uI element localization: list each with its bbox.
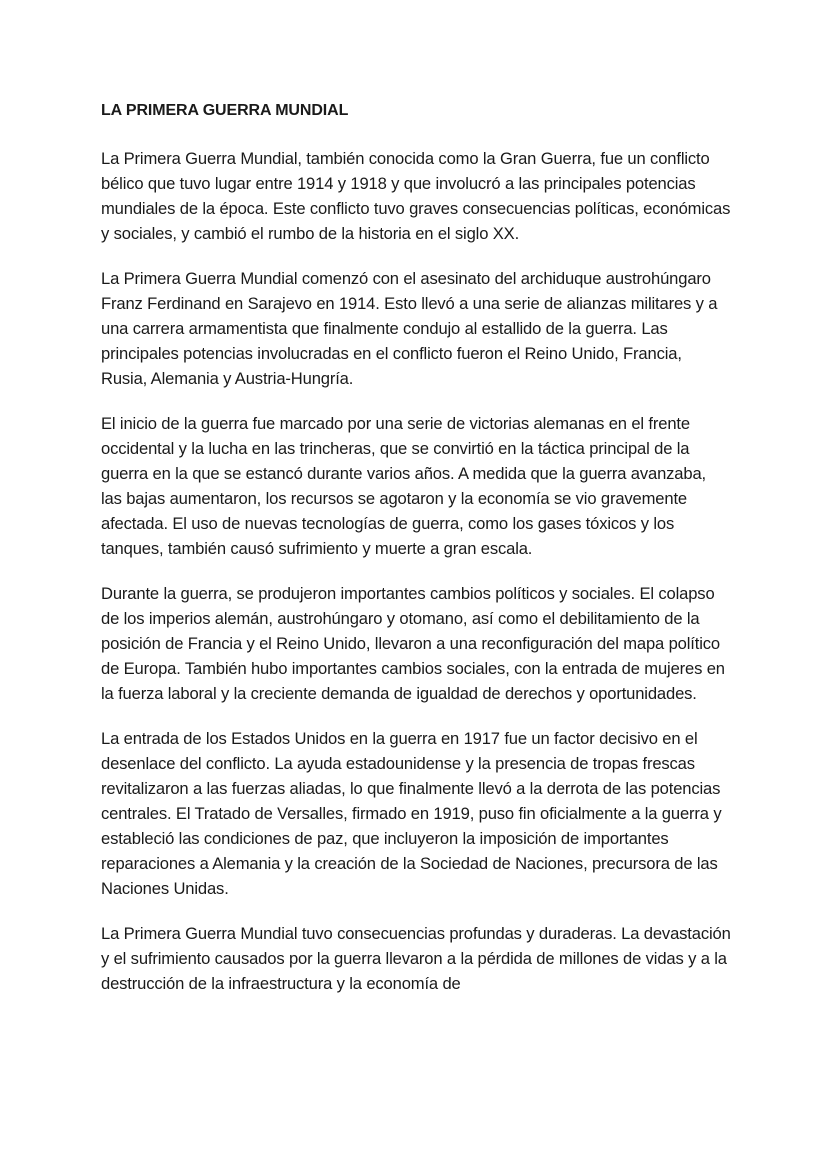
paragraph-political-social-changes: Durante la guerra, se produjeron importantes cambios políticos y sociales. El colapso de los imperios alemán, austrohúngaro y otomano, así como el debilitamiento de la posición de Francia y el Reino Unido, llevaron a una reconfiguración del mapa político de Europa. También hubo importantes cambios sociales, con la entrada de mujeres en la fuerza laboral y la creciente demanda de igualdad de derechos y oportunidades. bbox=[101, 584, 725, 703]
document-body bbox=[101, 98, 731, 1016]
paragraph-introduction: La Primera Guerra Mundial, también conocida como la Gran Guerra, fue un conflicto bélico que tuvo lugar entre 1914 y 1918 y que involucró a las principales potencias mundiales de la época. Este conflicto tuvo graves consecuencias políticas, económicas y sociales, y cambió el rumbo de la historia en el siglo XX. bbox=[101, 149, 731, 243]
paragraph-united-states-entry: La entrada de los Estados Unidos en la guerra en 1917 fue un factor decisivo en el desenlace del conflicto. La ayuda estadounidense y la presencia de tropas frescas revitalizaron a las fuerzas aliadas, lo que finalmente llevó a la derrota de las potencias centrales. El Tratado de Versalles, firmado en 1919, puso fin oficialmente a la guerra y estableció las condiciones de paz, que incluyeron la imposición de importantes reparaciones a Alemania y la creación de la Sociedad de Naciones, precursora de las Naciones Unidas. bbox=[101, 729, 722, 898]
document-title: LA PRIMERA GUERRA MUNDIAL bbox=[101, 102, 349, 119]
paragraph-consequences: La Primera Guerra Mundial tuvo consecuencias profundas y duraderas. La devastación y el sufrimiento causados por la guerra llevaron a la pérdida de millones de vidas y a la destrucción de la infraestructura y la economía de bbox=[101, 924, 731, 993]
paragraph-origins: La Primera Guerra Mundial comenzó con el asesinato del archiduque austrohúngaro Franz Ferdinand en Sarajevo en 1914. Esto llevó a una serie de alianzas militares y a una carrera armamentista que finalmente condujo al estallido de la guerra. Las principales potencias involucradas en el conflicto fueron el Reino Unido, Francia, Rusia, Alemania y Austria-Hungría. bbox=[101, 269, 718, 388]
paragraph-development: El inicio de la guerra fue marcado por una serie de victorias alemanas en el frente occidental y la lucha en las trincheras, que se convirtió en la táctica principal de la guerra en la que se estancó durante varios años. A medida que la guerra avanzaba, las bajas aumentaron, los recursos se agotaron y la economía se vio gravemente afectada. El uso de nuevas tecnologías de guerra, como los gases tóxicos y los tanques, también causó sufrimiento y muerte a gran escala. bbox=[101, 414, 707, 558]
